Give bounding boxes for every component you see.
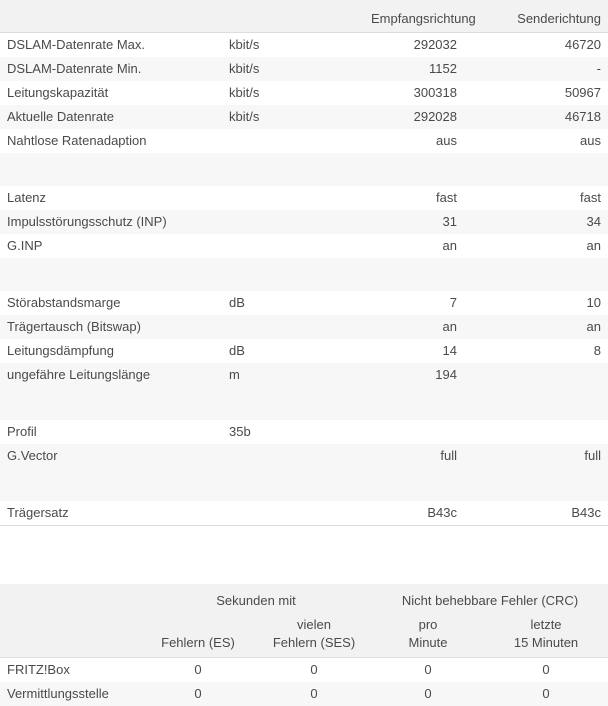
row-downstream-value: aus [364, 129, 464, 153]
row-parameter-label: Trägertausch (Bitswap) [0, 315, 222, 339]
group-header-seconds-with: Sekunden mit [140, 584, 372, 610]
table-row [0, 363, 608, 387]
row-unit [222, 234, 364, 258]
row-parameter-label: DSLAM-Datenrate Max. [0, 33, 222, 58]
row-parameter-label: Aktuelle Datenrate [0, 105, 222, 129]
sub-header-crc-15-line1: letzte [491, 616, 601, 634]
table-spacer-row [0, 258, 608, 291]
sub-header-crc-per-minute [372, 610, 484, 658]
row-parameter-label: Impulsstörungsschutz (INP) [0, 210, 222, 234]
row-downstream-value: 300318 [364, 81, 464, 105]
row-endpoint-label: FRITZ!Box [0, 658, 140, 683]
row-parameter-label: G.Vector [0, 444, 222, 468]
row-downstream-value: 7 [364, 291, 464, 315]
row-unit: kbit/s [222, 81, 364, 105]
table-row [0, 210, 608, 234]
column-header-upstream: Senderichtung [464, 0, 608, 33]
row-unit: dB [222, 339, 364, 363]
row-downstream-value: an [364, 234, 464, 258]
sub-header-blank [0, 610, 140, 658]
row-errored-seconds-value: 0 [140, 682, 256, 706]
table-row [0, 129, 608, 153]
row-crc-per-minute-value: 0 [372, 658, 484, 683]
row-upstream-value: 46720 [464, 33, 608, 58]
row-parameter-label: Leitungsdämpfung [0, 339, 222, 363]
table-spacer-row [0, 387, 608, 420]
spacer-cell [0, 258, 608, 291]
row-endpoint-label: Vermittlungsstelle [0, 682, 140, 706]
table-row [0, 315, 608, 339]
table-row [0, 501, 608, 526]
line-parameters-body [0, 33, 608, 536]
sub-header-errored-seconds [140, 610, 256, 658]
group-header-row [0, 584, 608, 610]
row-unit: kbit/s [222, 33, 364, 58]
group-header-uncorrectable-errors: Nicht behebbare Fehler (CRC) [372, 584, 608, 610]
row-unit [222, 129, 364, 153]
table-bottom-rule [0, 526, 608, 536]
table-row [0, 444, 608, 468]
row-upstream-value: an [464, 234, 608, 258]
row-crc-last-15-minutes-value: 0 [484, 658, 608, 683]
column-header-parameter [0, 0, 222, 33]
row-parameter-label: Trägersatz [0, 501, 222, 526]
table-row [0, 57, 608, 81]
row-parameter-label: G.INP [0, 234, 222, 258]
row-upstream-value [464, 363, 608, 387]
row-downstream-value: fast [364, 186, 464, 210]
spacer-cell [0, 153, 608, 186]
row-downstream-value: 292028 [364, 105, 464, 129]
row-crc-per-minute-value: 0 [372, 682, 484, 706]
table-spacer-row [0, 153, 608, 186]
row-upstream-value: 8 [464, 339, 608, 363]
row-parameter-label: Profil [0, 420, 222, 444]
row-upstream-value: aus [464, 129, 608, 153]
sub-header-severely-errored-seconds [256, 610, 372, 658]
row-upstream-value: 34 [464, 210, 608, 234]
row-upstream-value: fast [464, 186, 608, 210]
row-errored-seconds-value: 0 [140, 658, 256, 683]
table-row [0, 105, 608, 129]
row-parameter-label: Störabstandsmarge [0, 291, 222, 315]
table-separator-gap [0, 535, 608, 584]
error-counters-table [0, 584, 608, 706]
sub-header-crc-min-line1: pro [379, 616, 477, 634]
sub-header-row [0, 610, 608, 658]
row-upstream-value: 46718 [464, 105, 608, 129]
row-parameter-label: ungefähre Leitungslänge [0, 363, 222, 387]
row-downstream-value: B43c [364, 501, 464, 526]
row-downstream-value: 194 [364, 363, 464, 387]
row-parameter-label: Leitungskapazität [0, 81, 222, 105]
table-row [0, 234, 608, 258]
row-upstream-value: an [464, 315, 608, 339]
table-row [0, 682, 608, 706]
line-parameters-header [0, 0, 608, 33]
row-downstream-value: 14 [364, 339, 464, 363]
row-unit: 35b [222, 420, 364, 444]
table-header-row [0, 0, 608, 33]
row-parameter-label: Nahtlose Ratenadaption [0, 129, 222, 153]
table-row [0, 420, 608, 444]
row-parameter-label: Latenz [0, 186, 222, 210]
table-row [0, 33, 608, 58]
row-downstream-value: 1152 [364, 57, 464, 81]
column-header-downstream: Empfangsrichtung [364, 0, 464, 33]
row-crc-last-15-minutes-value: 0 [484, 682, 608, 706]
row-unit [222, 315, 364, 339]
table-row [0, 81, 608, 105]
row-downstream-value [364, 420, 464, 444]
group-header-blank [0, 584, 140, 610]
table-spacer-row [0, 468, 608, 501]
error-counters-header [0, 584, 608, 658]
row-upstream-value: 10 [464, 291, 608, 315]
spacer-cell [0, 468, 608, 501]
row-upstream-value: B43c [464, 501, 608, 526]
sub-header-crc-min-line2: Minute [379, 634, 477, 652]
row-upstream-value: full [464, 444, 608, 468]
table-row [0, 186, 608, 210]
row-unit [222, 186, 364, 210]
table-row [0, 291, 608, 315]
sub-header-crc-last-15-minutes [484, 610, 608, 658]
sub-header-ses-line2: Fehlern (SES) [263, 634, 365, 652]
row-severely-errored-seconds-value: 0 [256, 658, 372, 683]
row-unit [222, 501, 364, 526]
row-unit: m [222, 363, 364, 387]
table-row [0, 339, 608, 363]
row-downstream-value: 292032 [364, 33, 464, 58]
row-downstream-value: full [364, 444, 464, 468]
table-bottom-rule-cell [0, 526, 608, 536]
row-downstream-value: 31 [364, 210, 464, 234]
row-severely-errored-seconds-value: 0 [256, 682, 372, 706]
row-unit [222, 444, 364, 468]
row-upstream-value: - [464, 57, 608, 81]
row-parameter-label: DSLAM-Datenrate Min. [0, 57, 222, 81]
sub-header-errored-seconds-line1: Fehlern (ES) [147, 634, 249, 652]
sub-header-ses-line1: vielen [263, 616, 365, 634]
row-unit: kbit/s [222, 57, 364, 81]
error-counters-body [0, 658, 608, 706]
row-upstream-value [464, 420, 608, 444]
sub-header-crc-15-line2: 15 Minuten [491, 634, 601, 652]
spacer-cell [0, 387, 608, 420]
row-downstream-value: an [364, 315, 464, 339]
row-unit: kbit/s [222, 105, 364, 129]
table-row [0, 658, 608, 683]
row-upstream-value: 50967 [464, 81, 608, 105]
row-unit: dB [222, 291, 364, 315]
column-header-unit [222, 0, 364, 33]
row-unit [222, 210, 364, 234]
